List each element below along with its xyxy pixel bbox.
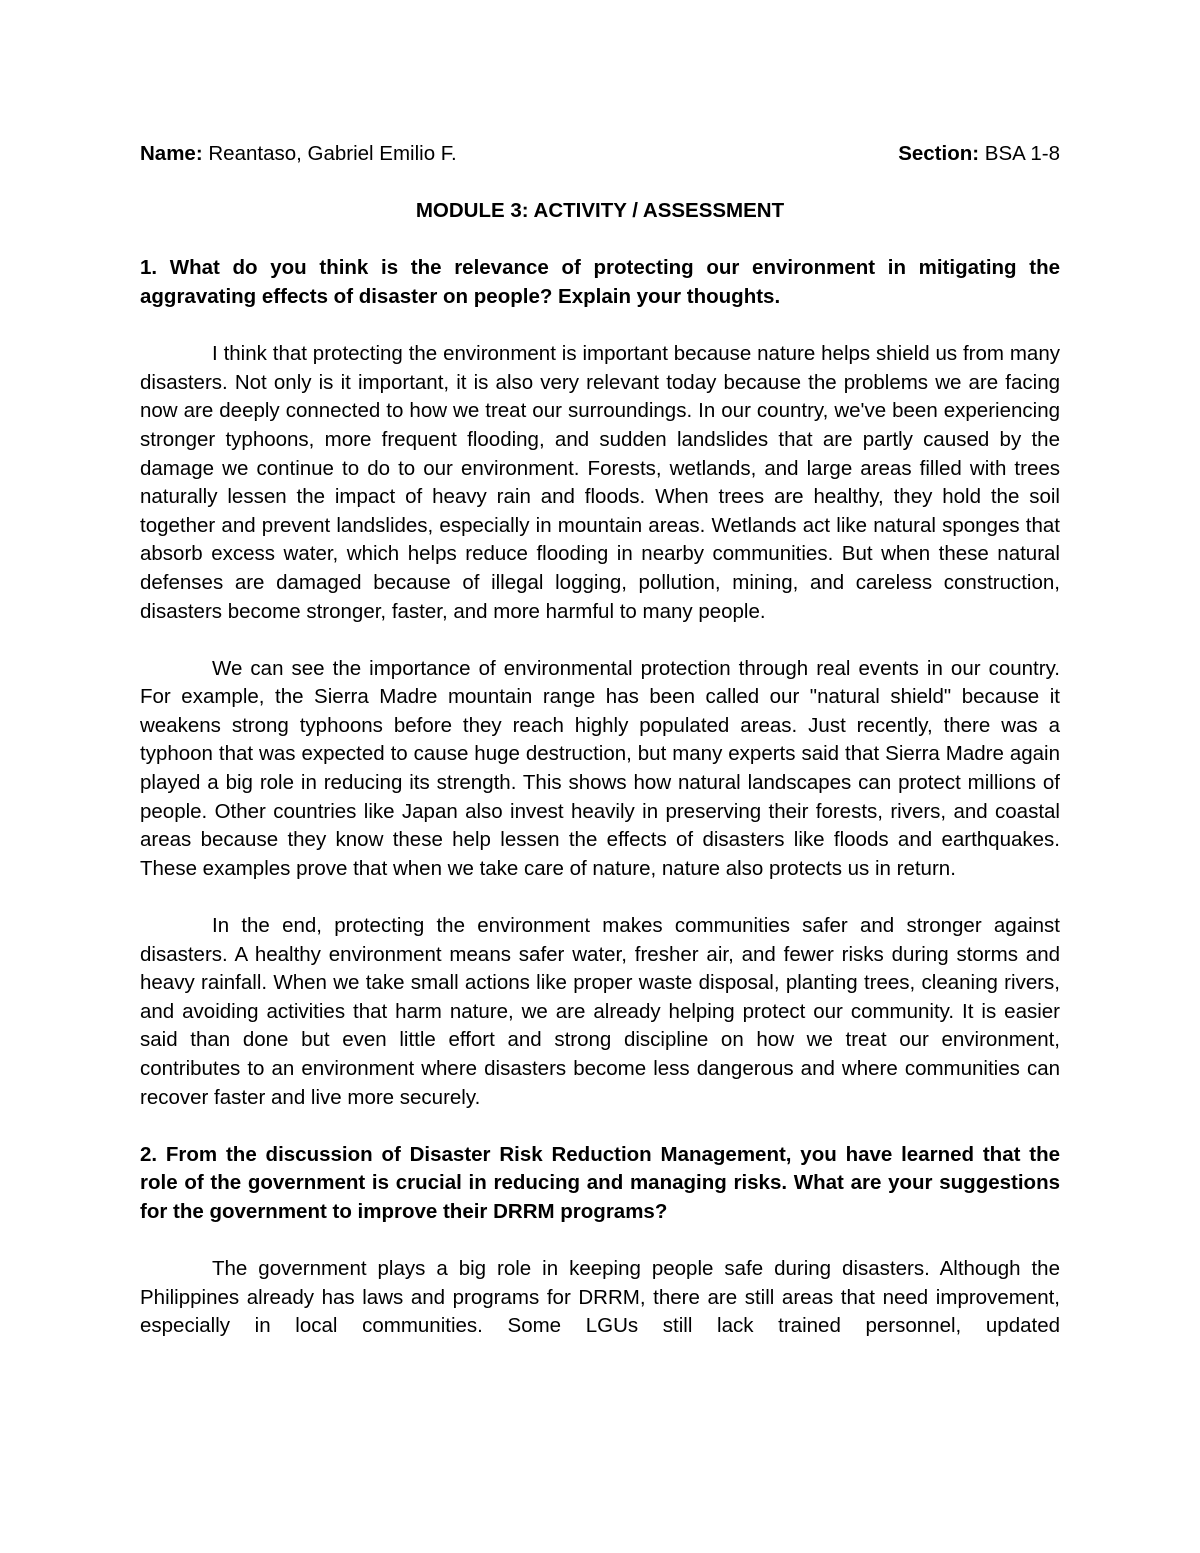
section-value: BSA 1-8 (984, 142, 1060, 165)
answer-2-paragraph: The government plays a big role in keeping people safe during disasters. Although the Philippines already has laws and programs for DRRM, there are still areas that need improvement, especially in local communities. Some LGUs still lack trained personnel, updated (140, 1257, 1060, 1338)
question-2: 2. From the discussion of Disaster Risk Reduction Management, you have learned that the role of the government is crucial in reducing and managing risks. What are your suggestions for the government to improve their DRRM programs? (140, 1142, 1060, 1223)
module-title: MODULE 3: ACTIVITY / ASSESSMENT (415, 199, 785, 223)
name-label: Name: (140, 142, 203, 165)
header-line (140, 140, 1060, 169)
name-value: Reantaso, Gabriel Emilio F. (208, 142, 457, 165)
section-field (898, 140, 1060, 169)
answer-1-paragraph: We can see the importance of environmental protection through real events in our country. For example, the Sierra Madre mountain range has been called our "natural shield" because it weakens strong typhoons before they reach highly populated areas. Just recently, there was a typhoon that was expected to cause huge destruction, but many experts said that Sierra Madre again played a big role in reducing its strength. This shows how natural landscapes can protect millions of people. Other countries like Japan also invest heavily in preserving their forests, rivers, and coastal areas because they know these help lessen the effects of disasters like floods and earthquakes. These examples prove that when we take care of nature, nature also protects us in return. (140, 656, 1060, 880)
section-label: Section: (898, 142, 980, 165)
name-field (140, 140, 457, 169)
document-body (140, 140, 1060, 1341)
answer-1-paragraph: I think that protecting the environment is important because nature helps shield us from many disasters. Not only is it important, it is also very relevant today because the problems we are facing now are deeply connected to how we treat our surroundings. In our country, we've been experiencing stronger typhoons, more frequent flooding, and sudden landslides that are partly caused by the damage we continue to do to our environment. Forests, wetlands, and large areas filled with trees naturally lessen the impact of heavy rain and floods. When trees are healthy, they hold the soil together and prevent landslides, especially in mountain areas. Wetlands act like natural sponges that absorb excess water, which helps reduce flooding in nearby communities. But when these natural defenses are damaged because of illegal logging, pollution, mining, and careless construction, disasters become stronger, faster, and more harmful to many people. (140, 342, 1060, 623)
question-1: 1. What do you think is the relevance of protecting our environment in mitigating the aggravating effects of disaster on people? Explain your thoughts. (140, 256, 1060, 308)
answer-1-paragraph: In the end, protecting the environment makes communities safer and stronger against disasters. A healthy environment means safer water, fresher air, and fewer risks during storms and heavy rainfall. When we take small actions like proper waste disposal, planting trees, cleaning rivers, and avoiding activities that harm nature, we are already helping protect our community. It is easier said than done but even little effort and strong discipline on how we treat our environment, contributes to an environment where disasters become less dangerous and where communities can recover faster and live more securely. (140, 914, 1060, 1109)
